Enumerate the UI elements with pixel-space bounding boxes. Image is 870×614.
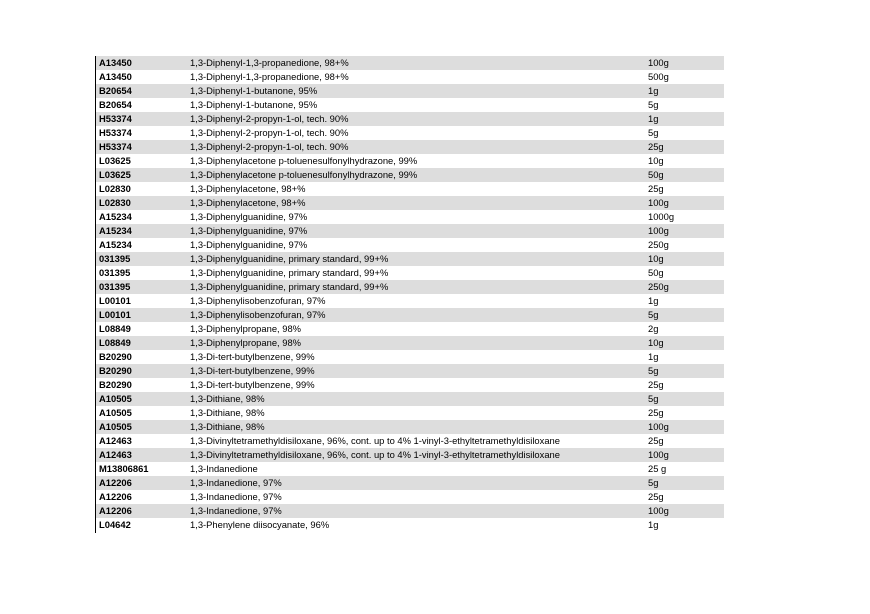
catalog-number: H53374 bbox=[99, 113, 132, 124]
package-size: 25g bbox=[648, 435, 664, 446]
catalog-number: B20654 bbox=[99, 99, 132, 110]
product-name: 1,3-Divinyltetramethyldisiloxane, 96%, cont. up to 4% 1-vinyl-3-ethyltetramethyldisiloxane bbox=[190, 435, 560, 446]
package-size: 1g bbox=[648, 295, 659, 306]
product-name: 1,3-Diphenylpropane, 98% bbox=[190, 337, 302, 348]
catalog-number: A15234 bbox=[99, 225, 132, 236]
package-size: 1g bbox=[648, 113, 659, 124]
catalog-number: B20290 bbox=[99, 379, 132, 390]
catalog-number: H53374 bbox=[99, 141, 132, 152]
product-name: 1,3-Indanedione, 97% bbox=[190, 505, 282, 516]
catalog-number: L00101 bbox=[99, 295, 131, 306]
package-size: 5g bbox=[648, 99, 659, 110]
catalog-number: L03625 bbox=[99, 155, 131, 166]
catalog-number: L02830 bbox=[99, 183, 131, 194]
catalog-number: H53374 bbox=[99, 127, 132, 138]
catalog-number: A15234 bbox=[99, 211, 132, 222]
table-row bbox=[96, 182, 724, 196]
package-size: 25g bbox=[648, 183, 664, 194]
product-name: 1,3-Diphenyl-1,3-propanedione, 98+% bbox=[190, 57, 349, 68]
package-size: 25 g bbox=[648, 463, 667, 474]
product-table bbox=[95, 56, 724, 533]
table-row bbox=[96, 84, 724, 98]
package-size: 100g bbox=[648, 197, 669, 208]
product-name: 1,3-Diphenylacetone, 98+% bbox=[190, 183, 306, 194]
product-name: 1,3-Di-tert-butylbenzene, 99% bbox=[190, 365, 315, 376]
product-name: 1,3-Divinyltetramethyldisiloxane, 96%, cont. up to 4% 1-vinyl-3-ethyltetramethyldisiloxane bbox=[190, 449, 560, 460]
table-row bbox=[96, 70, 724, 84]
product-name: 1,3-Diphenyl-1,3-propanedione, 98+% bbox=[190, 71, 349, 82]
product-name: 1,3-Diphenylguanidine, 97% bbox=[190, 211, 308, 222]
product-name: 1,3-Diphenyl-1-butanone, 95% bbox=[190, 99, 318, 110]
product-name: 1,3-Dithiane, 98% bbox=[190, 421, 265, 432]
product-name: 1,3-Diphenyl-2-propyn-1-ol, tech. 90% bbox=[190, 141, 349, 152]
product-name: 1,3-Dithiane, 98% bbox=[190, 393, 265, 404]
table-row bbox=[96, 308, 724, 322]
package-size: 25g bbox=[648, 379, 664, 390]
catalog-number: 031395 bbox=[99, 267, 131, 278]
product-name: 1,3-Diphenyl-2-propyn-1-ol, tech. 90% bbox=[190, 127, 349, 138]
table-row bbox=[96, 252, 724, 266]
table-row bbox=[96, 294, 724, 308]
catalog-number: A10505 bbox=[99, 407, 132, 418]
table-row bbox=[96, 196, 724, 210]
product-name: 1,3-Diphenyl-2-propyn-1-ol, tech. 90% bbox=[190, 113, 349, 124]
catalog-number: A10505 bbox=[99, 393, 132, 404]
product-name: 1,3-Di-tert-butylbenzene, 99% bbox=[190, 379, 315, 390]
table-row bbox=[96, 336, 724, 350]
catalog-number: L08849 bbox=[99, 323, 131, 334]
package-size: 100g bbox=[648, 505, 669, 516]
package-size: 2g bbox=[648, 323, 659, 334]
product-name: 1,3-Di-tert-butylbenzene, 99% bbox=[190, 351, 315, 362]
product-name: 1,3-Diphenylacetone, 98+% bbox=[190, 197, 306, 208]
package-size: 1g bbox=[648, 351, 659, 362]
package-size: 250g bbox=[648, 281, 669, 292]
package-size: 50g bbox=[648, 169, 664, 180]
product-name: 1,3-Diphenylguanidine, primary standard, 99+% bbox=[190, 281, 389, 292]
catalog-number: A13450 bbox=[99, 71, 132, 82]
package-size: 250g bbox=[648, 239, 669, 250]
table-row bbox=[96, 518, 724, 533]
catalog-number: L03625 bbox=[99, 169, 131, 180]
catalog-number: A12206 bbox=[99, 491, 132, 502]
table-row bbox=[96, 350, 724, 364]
package-size: 10g bbox=[648, 337, 664, 348]
table-row bbox=[96, 126, 724, 140]
product-name: 1,3-Diphenyl-1-butanone, 95% bbox=[190, 85, 318, 96]
catalog-number: A13450 bbox=[99, 57, 132, 68]
package-size: 5g bbox=[648, 309, 659, 320]
package-size: 50g bbox=[648, 267, 664, 278]
table-row bbox=[96, 462, 724, 476]
catalog-number: B20654 bbox=[99, 85, 132, 96]
table-row bbox=[96, 476, 724, 490]
table-row bbox=[96, 364, 724, 378]
catalog-number: A12206 bbox=[99, 505, 132, 516]
package-size: 1000g bbox=[648, 211, 675, 222]
package-size: 5g bbox=[648, 127, 659, 138]
table-row bbox=[96, 98, 724, 112]
package-size: 1g bbox=[648, 519, 659, 530]
catalog-number: L00101 bbox=[99, 309, 131, 320]
package-size: 10g bbox=[648, 253, 664, 264]
product-name: 1,3-Indanedione bbox=[190, 463, 258, 474]
package-size: 5g bbox=[648, 477, 659, 488]
package-size: 25g bbox=[648, 491, 664, 502]
catalog-number: M13806861 bbox=[99, 463, 149, 474]
table-row bbox=[96, 168, 724, 182]
table-row bbox=[96, 266, 724, 280]
catalog-number: A12206 bbox=[99, 477, 132, 488]
product-name: 1,3-Diphenylguanidine, 97% bbox=[190, 239, 308, 250]
product-name: 1,3-Diphenylisobenzofuran, 97% bbox=[190, 309, 326, 320]
product-name: 1,3-Diphenylacetone p-toluenesulfonylhydrazone, 99% bbox=[190, 169, 418, 180]
package-size: 500g bbox=[648, 71, 669, 82]
table-row bbox=[96, 112, 724, 126]
product-name: 1,3-Phenylene diisocyanate, 96% bbox=[190, 519, 330, 530]
package-size: 100g bbox=[648, 225, 669, 236]
package-size: 100g bbox=[648, 449, 669, 460]
product-name: 1,3-Diphenylguanidine, 97% bbox=[190, 225, 308, 236]
table-row bbox=[96, 238, 724, 252]
package-size: 5g bbox=[648, 365, 659, 376]
table-row bbox=[96, 56, 724, 70]
product-name: 1,3-Indanedione, 97% bbox=[190, 491, 282, 502]
package-size: 1g bbox=[648, 85, 659, 96]
catalog-number: L08849 bbox=[99, 337, 131, 348]
product-name: 1,3-Diphenylisobenzofuran, 97% bbox=[190, 295, 326, 306]
catalog-number: B20290 bbox=[99, 365, 132, 376]
table-row bbox=[96, 406, 724, 420]
product-name: 1,3-Diphenylacetone p-toluenesulfonylhydrazone, 99% bbox=[190, 155, 418, 166]
catalog-number: 031395 bbox=[99, 253, 131, 264]
product-name: 1,3-Dithiane, 98% bbox=[190, 407, 265, 418]
table-row bbox=[96, 420, 724, 434]
catalog-number: L04642 bbox=[99, 519, 131, 530]
package-size: 10g bbox=[648, 155, 664, 166]
table-row bbox=[96, 140, 724, 154]
table-row bbox=[96, 504, 724, 518]
table-row bbox=[96, 280, 724, 294]
table-row bbox=[96, 378, 724, 392]
catalog-number: A10505 bbox=[99, 421, 132, 432]
package-size: 25g bbox=[648, 141, 664, 152]
product-name: 1,3-Diphenylpropane, 98% bbox=[190, 323, 302, 334]
table-row bbox=[96, 434, 724, 448]
product-name: 1,3-Indanedione, 97% bbox=[190, 477, 282, 488]
catalog-number: A15234 bbox=[99, 239, 132, 250]
table-row bbox=[96, 154, 724, 168]
table-row bbox=[96, 392, 724, 406]
catalog-number: L02830 bbox=[99, 197, 131, 208]
catalog-number: B20290 bbox=[99, 351, 132, 362]
package-size: 100g bbox=[648, 421, 669, 432]
product-name: 1,3-Diphenylguanidine, primary standard, 99+% bbox=[190, 253, 389, 264]
catalog-number: 031395 bbox=[99, 281, 131, 292]
table-row bbox=[96, 448, 724, 462]
table-row bbox=[96, 210, 724, 224]
table-row bbox=[96, 322, 724, 336]
table-row bbox=[96, 224, 724, 238]
catalog-number: A12463 bbox=[99, 449, 132, 460]
package-size: 25g bbox=[648, 407, 664, 418]
catalog-number: A12463 bbox=[99, 435, 132, 446]
package-size: 5g bbox=[648, 393, 659, 404]
product-name: 1,3-Diphenylguanidine, primary standard, 99+% bbox=[190, 267, 389, 278]
package-size: 100g bbox=[648, 57, 669, 68]
table-row bbox=[96, 490, 724, 504]
